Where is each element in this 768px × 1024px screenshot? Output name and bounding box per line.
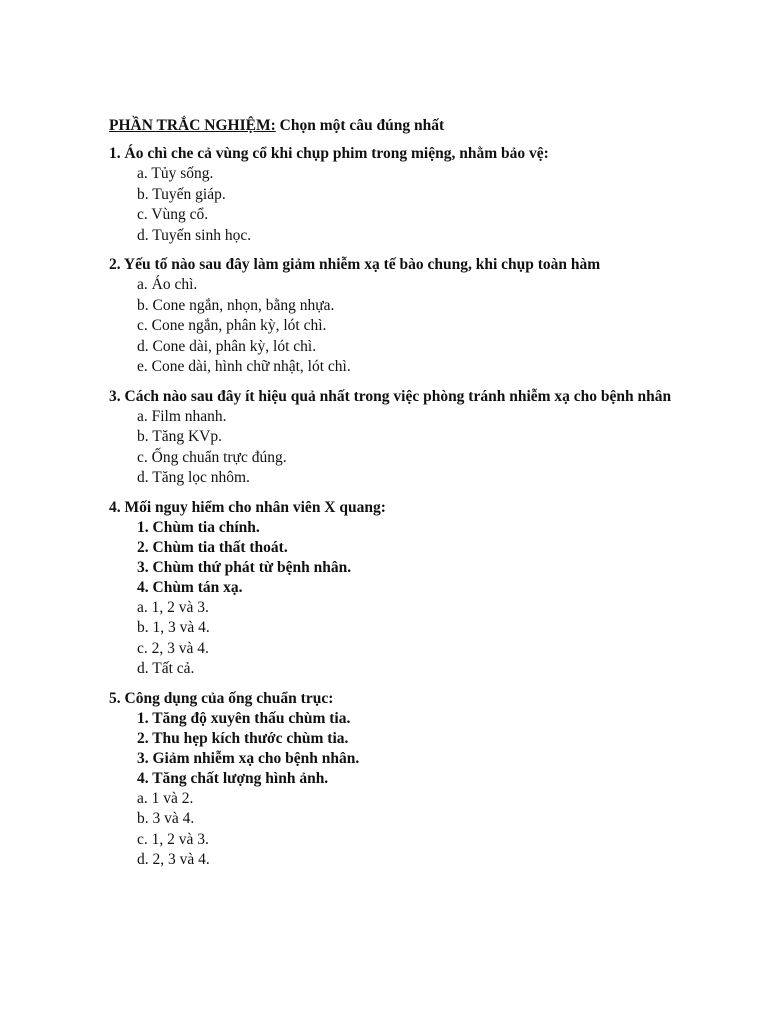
answer-option: c. 2, 3 và 4. <box>137 639 209 657</box>
answer-option: a. 1 và 2. <box>137 789 194 807</box>
question-statement: 3. Giảm nhiễm xạ cho bệnh nhân. <box>137 749 360 767</box>
answer-option: b. Cone ngắn, nhọn, bằng nhựa. <box>137 296 335 314</box>
answer-option: e. Cone dài, hình chữ nhật, lót chì. <box>137 358 351 375</box>
question-1 <box>109 144 699 246</box>
answer-option: d. Cone dài, phân kỳ, lót chì. <box>137 337 317 355</box>
answer-option: c. Vùng cổ. <box>137 206 209 223</box>
question-stem: 5. Công dụng của ống chuẩn trục: <box>109 689 334 707</box>
answer-option: b. 1, 3 và 4. <box>137 619 210 636</box>
question-list <box>109 144 699 871</box>
answer-option: b. Tăng KVp. <box>137 428 222 445</box>
section-title: PHẦN TRẮC NGHIỆM: <box>109 117 276 134</box>
answer-option: d. Tuyến sinh học. <box>137 226 252 244</box>
question-statement: 1. Chùm tia chính. <box>137 518 260 536</box>
question-stem: 3. Cách nào sau đây ít hiệu quả nhất trong việc phòng tránh nhiễm xạ cho bệnh nhân <box>109 387 672 405</box>
answer-option: a. Tủy sống. <box>137 165 214 182</box>
answer-option: c. 1, 2 và 3. <box>137 830 209 848</box>
answer-option: c. Ống chuẩn trực đúng. <box>137 448 287 466</box>
question-statement: 4. Tăng chất lượng hình ảnh. <box>137 769 329 787</box>
answer-option: a. Áo chì. <box>137 276 198 293</box>
section-instruction: Chọn một câu đúng nhất <box>279 117 445 134</box>
quiz-page <box>109 116 699 880</box>
question-stem: 1. Áo chì che cả vùng cổ khi chụp phim trong miệng, nhằm bảo vệ: <box>109 145 549 162</box>
section-header <box>109 116 699 136</box>
question-4 <box>109 498 699 680</box>
answer-option: d. Tất cả. <box>137 660 195 677</box>
question-statement: 3. Chùm thứ phát từ bệnh nhân. <box>137 558 352 576</box>
answer-option: a. Film nhanh. <box>137 407 227 425</box>
question-statement: 2. Chùm tia thất thoát. <box>137 538 288 556</box>
answer-option: b. 3 và 4. <box>137 810 195 827</box>
answer-option: d. 2, 3 và 4. <box>137 851 210 868</box>
answer-option: c. Cone ngắn, phân kỳ, lót chì. <box>137 317 327 334</box>
question-3 <box>109 387 699 489</box>
question-5 <box>109 689 699 871</box>
question-statement: 4. Chùm tán xạ. <box>137 578 243 596</box>
answer-option: a. 1, 2 và 3. <box>137 598 209 616</box>
answer-option: d. Tăng lọc nhôm. <box>137 469 250 486</box>
answer-option: b. Tuyến giáp. <box>137 185 226 203</box>
question-stem: 2. Yếu tố nào sau đây làm giảm nhiễm xạ tế bào chung, khi chụp toàn hàm <box>109 256 601 273</box>
question-statement: 1. Tăng độ xuyên thấu chùm tia. <box>137 709 351 727</box>
question-statement: 2. Thu hẹp kích thước chùm tia. <box>137 729 349 747</box>
question-stem: 4. Mối nguy hiểm cho nhân viên X quang: <box>109 498 386 516</box>
question-2 <box>109 255 699 378</box>
